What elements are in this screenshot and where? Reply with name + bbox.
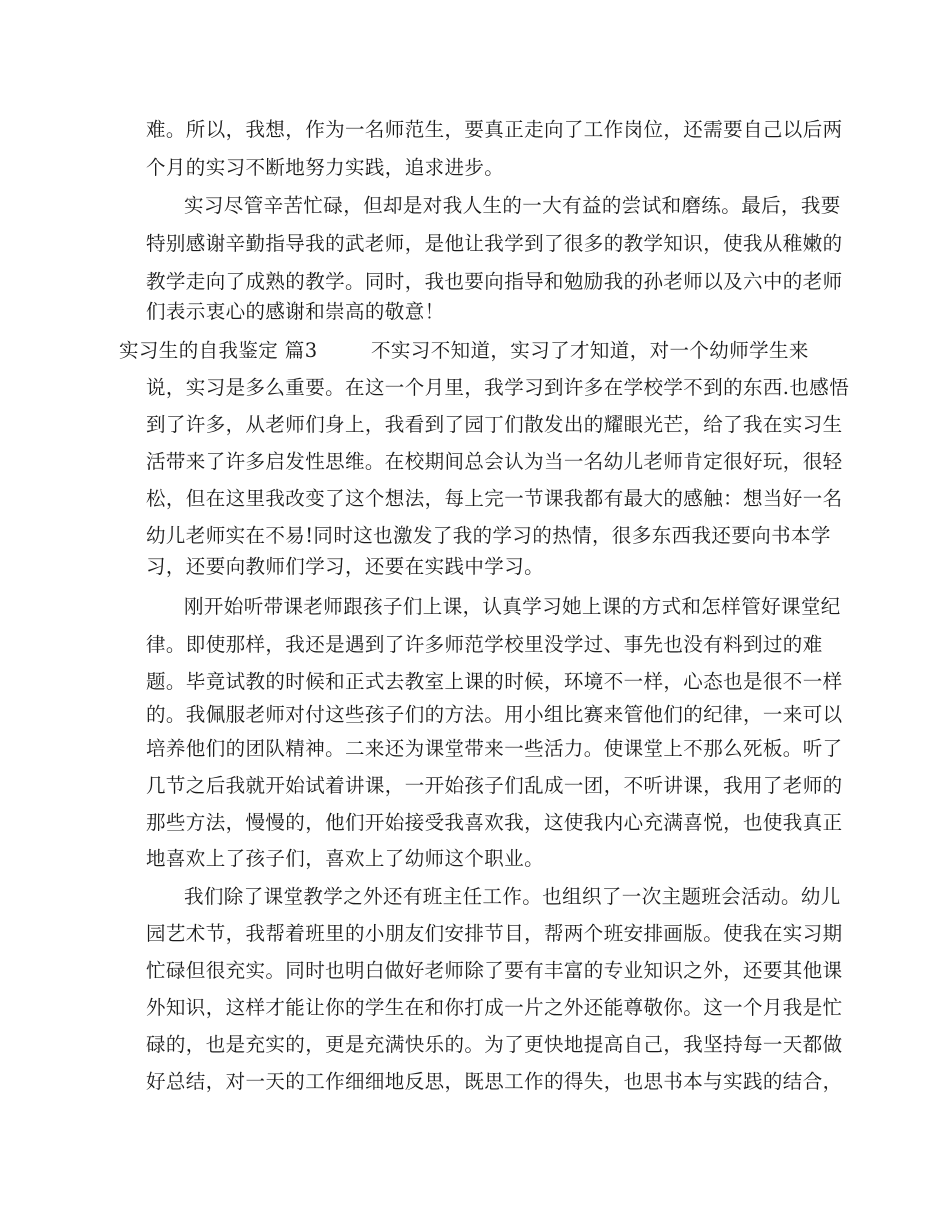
paragraph-5-line-5: 碌的，也是充实的，更是充满快乐的。为了更快地提高自己，我坚持每一天都做 [146, 1033, 843, 1056]
section-3-line-3: 活带来了许多启发性思维。在校期间总会认为当一名幼儿老师肯定很好玩，很轻 [146, 450, 843, 473]
paragraph-5-line-6: 好总结，对一天的工作细细地反思，既思工作的得失，也思书本与实践的结合， [146, 1070, 843, 1093]
paragraph-2-line-4: 们表示衷心的感谢和崇高的敬意！ [146, 300, 445, 323]
paragraph-4-line-5: 培养他们的团队精神。二来还为课堂带来一些活力。使课堂上不那么死板。听了 [146, 737, 843, 760]
section-3-line-1: 说，实习是多么重要。在这一个月里，我学习到许多在学校学不到的东西.也感悟 [146, 376, 850, 399]
section-title: 实习生的自我鉴定 篇3 [119, 339, 318, 362]
paragraph-2-line-2: 特别感谢辛勤指导我的武老师，是他让我学到了很多的教学知识，使我从稚嫩的 [146, 232, 843, 255]
section-3-first-line: 不实习不知道，实习了才知道，对一个幼师学生来 [371, 339, 809, 362]
paragraph-4-line-2: 律。即使那样，我还是遇到了许多师范学校里没学过、事先也没有料到过的难 [146, 633, 823, 656]
paragraph-4-line-8: 地喜欢上了孩子们，喜欢上了幼师这个职业。 [146, 847, 545, 870]
paragraph-4-line-6: 几节之后我就开始试着讲课，一开始孩子们乱成一团，不听讲课，我用了老师的 [146, 774, 843, 797]
paragraph-5-line-4: 外知识，这样才能让你的学生在和你打成一片之外还能尊敬你。这一个月我是忙 [146, 996, 843, 1019]
paragraph-5-line-2: 园艺术节，我帮着班里的小朋友们安排节目，帮两个班安排画版。使我在实习期 [146, 922, 843, 945]
paragraph-2-line-1: 实习尽管辛苦忙碌，但却是对我人生的一大有益的尝试和磨练。最后，我要 [184, 194, 841, 217]
paragraph-5-line-1: 我们除了课堂教学之外还有班主任工作。也组织了一次主题班会活动。幼儿 [184, 885, 841, 908]
paragraph-4-line-1: 刚开始听带课老师跟孩子们上课，认真学习她上课的方式和怎样管好课堂纪 [184, 595, 841, 618]
section-3-line-5: 幼儿老师实在不易!同时这也激发了我的学习的热情，很多东西我还要向书本学 [146, 524, 831, 547]
paragraph-5-line-3: 忙碌但很充实。同时也明白做好老师除了要有丰富的专业知识之外，还要其他课 [146, 959, 843, 982]
paragraph-4-line-7: 那些方法，慢慢的，他们开始接受我喜欢我，这使我内心充满喜悦，也使我真正 [146, 811, 843, 834]
paragraph-4-line-4: 的。我佩服老师对付这些孩子们的方法。用小组比赛来管他们的纪律，一来可以 [146, 703, 843, 726]
paragraph-4-line-3: 题。毕竟试教的时候和正式去教室上课的时候，环境不一样，心态也是很不一样 [146, 670, 843, 693]
paragraph-1-line-1: 难。所以，我想，作为一名师范生，要真正走向了工作岗位，还需要自己以后两 [146, 118, 843, 141]
section-3-line-4: 松，但在这里我改变了这个想法，每上完一节课我都有最大的感触：想当好一名 [146, 487, 843, 510]
section-3-line-6: 习，还要向教师们学习，还要在实践中学习。 [146, 555, 545, 578]
paragraph-1-line-2: 个月的实习不断地努力实践，追求进步。 [146, 156, 505, 179]
section-3-line-2: 到了许多，从老师们身上，我看到了园丁们散发出的耀眼光芒，给了我在实习生 [146, 413, 843, 436]
paragraph-2-line-3: 教学走向了成熟的教学。同时，我也要向指导和勉励我的孙老师以及六中的老师 [146, 270, 843, 293]
